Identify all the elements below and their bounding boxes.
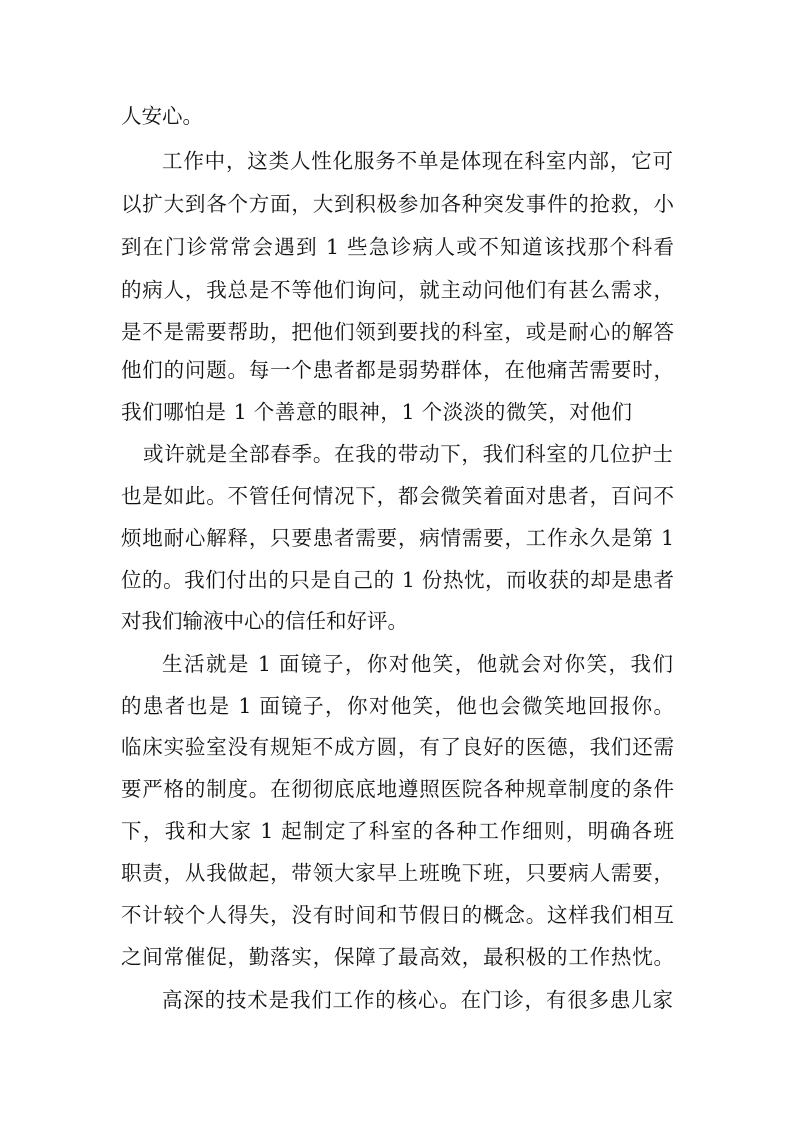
text-line: 职责，从我做起，带领大家早上班晚下班，只要病人需要， bbox=[121, 861, 674, 885]
text-line: 位的。我们付出的只是自己的 1 份热忱，而收获的却是患者 bbox=[121, 568, 674, 592]
text-line: 生活就是 1 面镜子，你对他笑，他就会对你笑，我们 bbox=[162, 652, 673, 676]
text-line: 的病人，我总是不等他们询问，就主动问他们有甚么需求， bbox=[121, 278, 674, 302]
text-line: 之间常催促，勤落实，保障了最高效，最积极的工作热忱。 bbox=[121, 945, 674, 969]
text-line: 工作中，这类人性化服务不单是体现在科室内部，它可 bbox=[162, 149, 673, 173]
text-line: 也是如此。不管任何情况下，都会微笑着面对患者，百问不 bbox=[121, 484, 674, 508]
text-line: 烦地耐心解释，只要患者需要，病情需要，工作永久是第 1 bbox=[121, 526, 674, 550]
text-line: 对我们输液中心的信任和好评。 bbox=[121, 609, 408, 633]
text-line: 高深的技术是我们工作的核心。在门诊，有很多患儿家 bbox=[162, 988, 673, 1012]
text-line: 人安心。 bbox=[121, 104, 203, 128]
text-line: 的患者也是 1 面镜子，你对他笑，他也会微笑地回报你。 bbox=[121, 694, 674, 718]
text-line: 是不是需要帮助，把他们领到要找的科室，或是耐心的解答 bbox=[121, 320, 674, 344]
text-line: 或许就是全部春季。在我的带动下，我们科室的几位护士 bbox=[143, 442, 673, 466]
text-line: 不计较个人得失，没有时间和节假日的概念。这样我们相互 bbox=[121, 903, 674, 927]
text-line: 他们的问题。每一个患者都是弱势群体，在他痛苦需要时， bbox=[121, 358, 674, 382]
text-line: 下，我和大家 1 起制定了科室的各种工作细则，明确各班 bbox=[121, 819, 674, 843]
text-line: 到在门诊常常会遇到 1 些急诊病人或不知道该找那个科看 bbox=[121, 235, 674, 259]
text-line: 要严格的制度。在彻彻底底地遵照医院各种规章制度的条件 bbox=[121, 777, 674, 801]
text-line: 临床实验室没有规矩不成方圆，有了良好的医德，我们还需 bbox=[121, 735, 674, 759]
text-line: 以扩大到各个方面，大到积极参加各种突发事件的抢救，小 bbox=[121, 192, 674, 216]
text-line: 我们哪怕是 1 个善意的眼神，1 个淡淡的微笑，对他们 bbox=[121, 400, 632, 424]
